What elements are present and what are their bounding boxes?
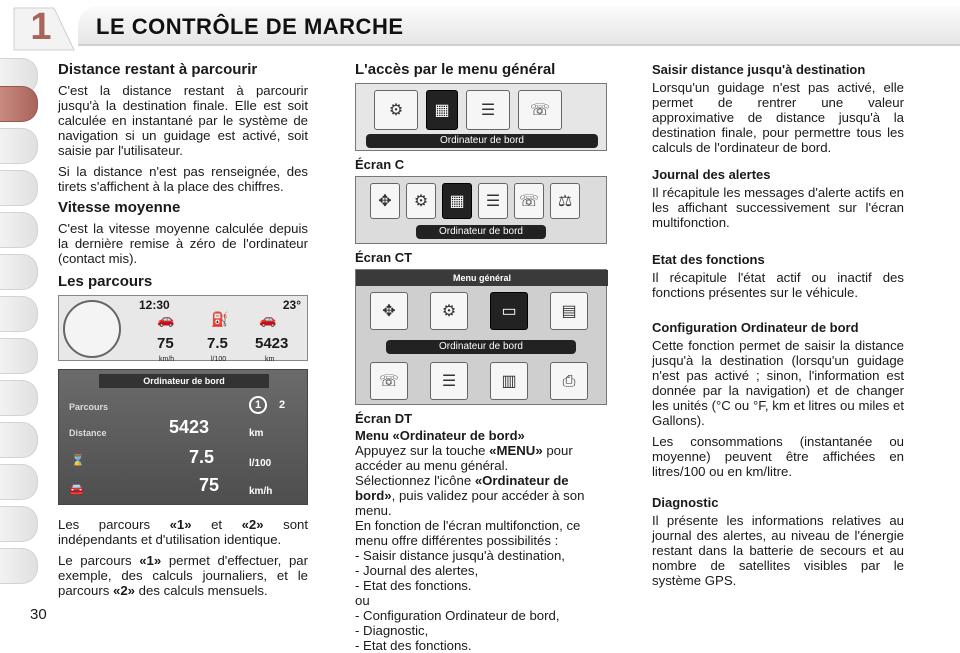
- trip-parcours-other[interactable]: 2: [279, 399, 286, 411]
- text-distance-1: C'est la distance restant à parcourir jusqu'à la destination finale. Elle est soit calculée en instantané par le système de navigation si un guidage est activé, soit saisie par l'utilisateur.: [58, 83, 308, 158]
- navigation-icon[interactable]: ✥: [370, 183, 400, 219]
- screen-dt-label: Ordinateur de bord: [386, 340, 576, 354]
- document-icon[interactable]: ▤: [550, 292, 588, 330]
- car-icon: 🚗: [157, 311, 175, 327]
- trip-computer-screen: [58, 369, 308, 505]
- car-icon: 🚘: [69, 482, 84, 496]
- side-tab[interactable]: [0, 338, 38, 374]
- trip-speed-unit: km/h: [249, 486, 273, 497]
- trip-distance-unit: km: [249, 428, 264, 439]
- side-tab-active[interactable]: [0, 86, 38, 122]
- heading-parcours: Les parcours: [58, 273, 153, 290]
- side-tab[interactable]: [0, 212, 38, 248]
- clock-icon: [63, 300, 121, 358]
- list-item: - Diagnostic,: [355, 623, 429, 638]
- phone-icon[interactable]: ☏: [370, 362, 408, 400]
- heading-distance: Distance restant à parcourir: [58, 61, 258, 78]
- heading-vitesse: Vitesse moyenne: [58, 199, 181, 216]
- dashboard-screen: [58, 295, 308, 361]
- trip-computer-icon[interactable]: ▦: [442, 183, 472, 219]
- heading-acces: L'accès par le menu général: [355, 61, 556, 78]
- text-ou: ou: [355, 593, 370, 608]
- dt-menu-title: Menu général: [356, 270, 608, 286]
- dash-val1: 75: [157, 335, 174, 352]
- text-menu-3: En fonction de l'écran multifonction, ce menu offre différentes possibilités :: [355, 518, 581, 548]
- trip-distance-label: Distance: [69, 428, 107, 438]
- page-title: LE CONTRÔLE DE MARCHE: [96, 14, 404, 39]
- list-item: - Journal des alertes,: [355, 563, 479, 578]
- heading-diag: Diagnostic: [652, 495, 719, 510]
- trip-distance-value: 5423: [169, 417, 210, 437]
- settings-icon[interactable]: ☰: [466, 90, 510, 130]
- phone-icon[interactable]: ☏: [518, 90, 562, 130]
- phone-icon[interactable]: ☏: [514, 183, 544, 219]
- dash-val2: 7.5: [207, 335, 228, 352]
- navigation-icon[interactable]: ✥: [370, 292, 408, 330]
- screen-dt: [355, 269, 607, 405]
- dash-time: 12:30: [139, 298, 170, 312]
- text-menu-1: Appuyez sur la touche «MENU» pour accéder au menu général.: [355, 443, 573, 473]
- text-parcours-1: Les parcours «1» et «2» sont indépendants et d'utilisation identique.: [58, 517, 309, 547]
- heading-config: Configuration Ordinateur de bord: [652, 320, 859, 335]
- text-saisir: Lorsqu'un guidage n'est pas activé, elle permet de rentrer une valeur approximative de distance jusqu'à la destination finale, pour permettre tous les calculs de l'ordinateur de bord.: [652, 80, 904, 155]
- text-journal: Il récapitule les messages d'alerte actifs en les affichant successivement sur l'écran multifonction.: [652, 185, 904, 230]
- list-item: - Etat des fonctions.: [355, 578, 472, 593]
- heading-saisir: Saisir distance jusqu'à destination: [652, 62, 866, 77]
- heading-etat: Etat des fonctions: [652, 252, 765, 267]
- dash-temp: 23°: [282, 298, 301, 312]
- settings-icon[interactable]: ⚖: [550, 183, 580, 219]
- fax-icon[interactable]: ⎙: [550, 362, 588, 400]
- trip-conso-value: 7.5: [189, 447, 215, 467]
- car-flag-icon: 🚗: [259, 311, 277, 327]
- text-config-1: Cette fonction permet de saisir la distance jusqu'à la destination (lorsqu'un guidage n'est pas activé ; sinon, l'information est donnée par la navigation) et de changer les unités (°C ou °F, km et litres ou miles et Gallons).: [652, 338, 904, 428]
- side-tab[interactable]: [0, 422, 38, 458]
- screen-ct-label: Ordinateur de bord: [416, 225, 546, 239]
- heading-journal: Journal des alertes: [652, 167, 771, 182]
- screen-ct: [355, 176, 607, 244]
- dash-unit3: km: [265, 356, 275, 363]
- caption-c: Écran C: [355, 157, 405, 172]
- side-tab[interactable]: [0, 128, 38, 164]
- list-item: - Configuration Ordinateur de bord,: [355, 608, 560, 623]
- text-parcours-2: Le parcours «1» permet d'effectuer, par exemple, des calculs journaliers, et le parcours «2» des calculs mensuels.: [58, 553, 309, 598]
- dash-unit2: l/100: [211, 356, 227, 363]
- map-icon[interactable]: ▥: [490, 362, 528, 400]
- trip-computer-icon[interactable]: ▦: [426, 90, 458, 130]
- caption-ct: Écran CT: [355, 250, 413, 265]
- trip-title: Ordinateur de bord: [99, 374, 269, 388]
- screen-c-label: Ordinateur de bord: [366, 134, 598, 148]
- heading-menu: Menu «Ordinateur de bord»: [355, 428, 525, 443]
- dash-unit1: km/h: [159, 356, 175, 363]
- trip-parcours-label: Parcours: [69, 402, 109, 412]
- text-distance-2: Si la distance n'est pas renseignée, des tirets s'affichent à la place des chiffres.: [58, 164, 308, 194]
- right-column: [652, 62, 904, 594]
- text-menu-2: Sélectionnez l'icône «Ordinateur de bord», puis validez pour accéder à son menu.: [355, 473, 585, 518]
- text-vitesse: C'est la vitesse moyenne calculée depuis la dernière remise à zéro de l'ordinateur (contact mis).: [58, 221, 308, 266]
- caption-dt: Écran DT: [355, 411, 413, 426]
- trip-speed-value: 75: [199, 475, 220, 495]
- trip-parcours-selected[interactable]: 1: [249, 396, 267, 414]
- screen-c: [355, 83, 607, 151]
- side-tab[interactable]: [0, 254, 38, 290]
- side-tab[interactable]: [0, 548, 38, 584]
- trip-computer-icon[interactable]: ▭: [490, 292, 528, 330]
- text-config-2: Les consommations (instantanée ou moyenne) peuvent être affichées en litres/100 ou en km/litre.: [652, 434, 904, 479]
- trip-conso-unit: l/100: [249, 458, 272, 469]
- side-tab[interactable]: [0, 380, 38, 416]
- chapter-number: 1: [30, 6, 52, 48]
- fuel-icon: ⌛: [71, 455, 85, 467]
- settings-icon[interactable]: ☰: [430, 362, 468, 400]
- left-column: [58, 62, 308, 604]
- guidance-icon[interactable]: ⚙: [430, 292, 468, 330]
- list-item: - Saisir distance jusqu'à destination,: [355, 548, 565, 563]
- text-etat: Il récapitule l'état actif ou inactif des fonctions présentes sur le véhicule.: [652, 270, 904, 300]
- dash-val3: 5423: [255, 335, 289, 352]
- text-diag: Il présente les informations relatives au journal des alertes, au niveau de l'énergie restant dans la batterie de secours et au nombre de satellites visibles par le système GPS.: [652, 513, 904, 588]
- side-tab[interactable]: [0, 296, 38, 332]
- side-tab[interactable]: [0, 506, 38, 542]
- middle-column: [355, 62, 607, 653]
- fuel-icon: ⛽: [211, 311, 229, 327]
- side-tab[interactable]: [0, 464, 38, 500]
- side-tab[interactable]: [0, 170, 38, 206]
- page-number: 30: [30, 606, 47, 623]
- list-icon[interactable]: ☰: [478, 183, 508, 219]
- list-item: - Etat des fonctions.: [355, 638, 472, 653]
- navigation-icon[interactable]: ⚙: [374, 90, 418, 130]
- guidance-icon[interactable]: ⚙: [406, 183, 436, 219]
